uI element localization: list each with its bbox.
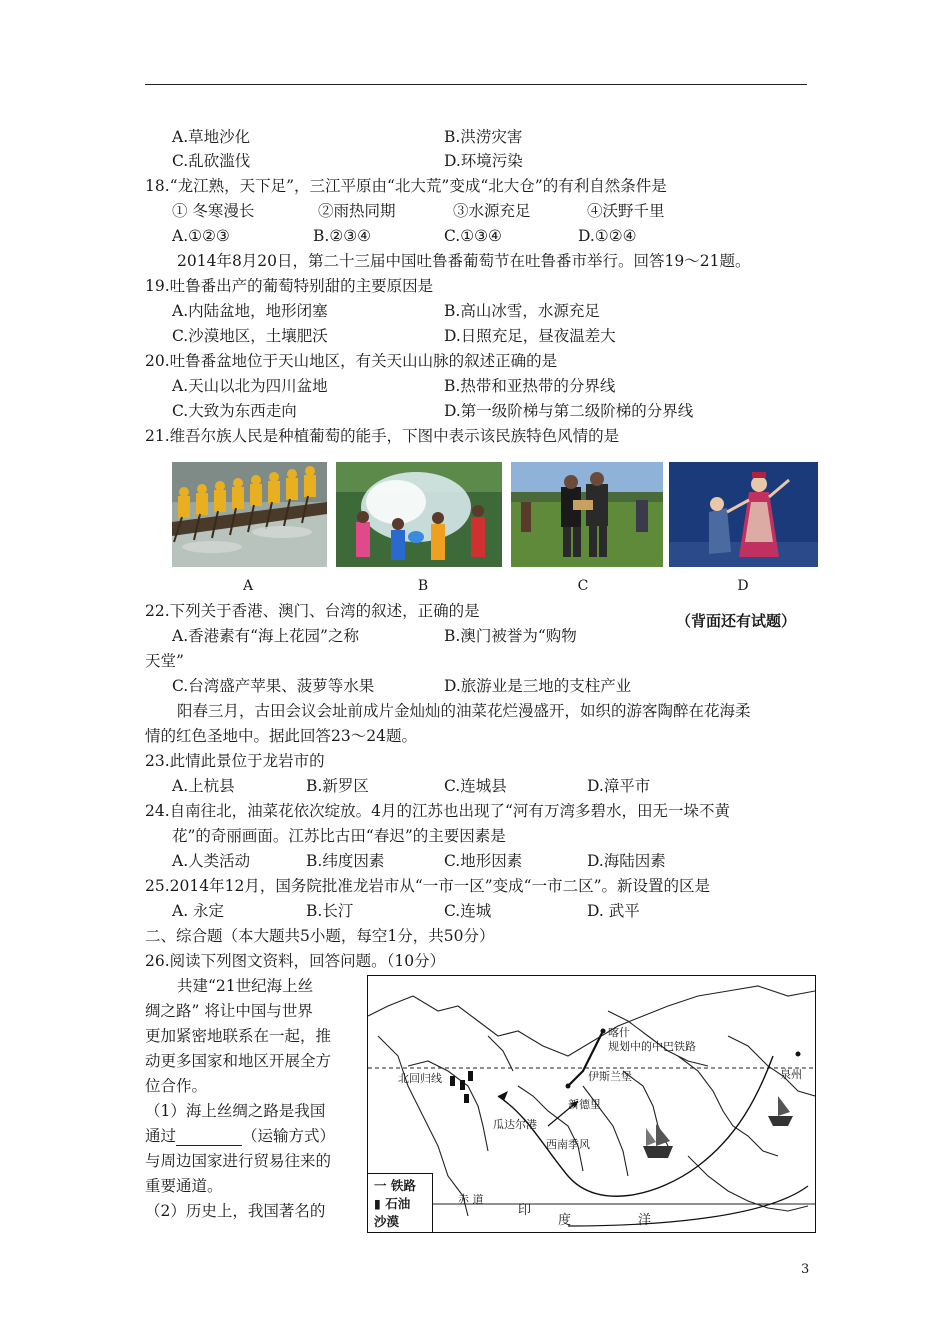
q26-part1-line2a: 通过 <box>145 1127 177 1145</box>
q17-option-a: A.草地沙化 <box>172 128 251 146</box>
intro-23-24-line2: 情的红色圣地中。据此回答23～24题。 <box>145 727 417 745</box>
q26-part1-line2 <box>145 1126 335 1146</box>
q23-option-d: D.漳平市 <box>587 777 651 795</box>
photo-water-splashing <box>336 462 502 567</box>
photo-wrestling <box>511 462 663 567</box>
q19-option-a: A.内陆盆地，地形闭塞 <box>172 302 328 320</box>
photo-uyghur-dance <box>669 462 818 567</box>
intro-19-21: 2014年8月20日，第二十三届中国吐鲁番葡萄节在吐鲁番市举行。回答19～21题。 <box>177 252 751 270</box>
q26-text-5: 位合作。 <box>145 1077 208 1095</box>
q25-stem: 25.2014年12月，国务院批准龙岩市从“一市一区”变成“一市二区”。新设置的区是 <box>145 877 711 895</box>
map-label-ocean-2: 度 <box>558 1213 572 1228</box>
q26-text-4: 动更多国家和地区开展全方 <box>145 1052 332 1070</box>
header-rule <box>145 84 807 85</box>
q26-stem: 26.阅读下列图文资料，回答问题。（10分） <box>145 952 446 970</box>
q19-option-c: C.沙漠地区，土壤肥沃 <box>172 327 328 345</box>
map-legend <box>368 1173 433 1232</box>
caption-a: A <box>242 578 254 594</box>
q20-option-a: A.天山以北为四川盆地 <box>172 377 328 395</box>
legend-desert: 沙漠 <box>374 1214 400 1229</box>
q18-option-c: C.①③④ <box>444 227 502 245</box>
q22-option-d: D.旅游业是三地的支柱产业 <box>444 677 632 695</box>
q17-option-b: B.洪涝灾害 <box>444 128 523 146</box>
page-number: 3 <box>801 1262 810 1277</box>
maritime-silk-road-map <box>367 975 816 1233</box>
q24-option-a: A.人类活动 <box>172 852 251 870</box>
q26-part1-line3: 与周边国家进行贸易往来的 <box>145 1152 332 1170</box>
q22-option-a: A.香港素有“海上花园”之称 <box>172 627 359 645</box>
map-label-quanzhou: 泉州 <box>780 1068 802 1081</box>
caption-d: D <box>737 578 749 594</box>
section-2-heading: 二、综合题（本大题共5小题，每空1分，共50分） <box>145 927 495 945</box>
q22-option-c: C.台湾盛产苹果、菠萝等水果 <box>172 677 375 695</box>
caption-b: B <box>417 578 429 594</box>
map-label-islamabad: 伊斯兰堡 <box>588 1070 632 1083</box>
q18-stem: 18.“龙江熟，天下足”，三江平原由“北大荒”变成“北大仓”的有利自然条件是 <box>145 177 667 195</box>
q24-stem-line2: 花”的奇丽画面。江苏比古田“春迟”的主要因素是 <box>172 827 506 845</box>
legend-rail: 一 铁路 <box>374 1178 416 1193</box>
q25-option-c: C.连城 <box>444 902 492 920</box>
q20-option-b: B.热带和亚热带的分界线 <box>444 377 616 395</box>
map-label-monsoon: 西南季风 <box>546 1138 590 1151</box>
map-label-new-delhi: 新德里 <box>568 1098 601 1111</box>
q18-item-1: ① 冬寒漫长 <box>172 202 255 220</box>
map-label-gwadar: 瓜达尔港 <box>493 1118 537 1131</box>
back-page-note: （背面还有试题） <box>676 612 797 630</box>
q22-option-b-cont: 天堂” <box>145 652 184 670</box>
q24-option-d: D.海陆因素 <box>587 852 666 870</box>
q23-option-c: C.连城县 <box>444 777 507 795</box>
q19-option-b: B.高山冰雪，水源充足 <box>444 302 600 320</box>
map-label-tropic: 北回归线 <box>398 1072 442 1085</box>
map-label-equator: 赤 道 <box>458 1193 484 1206</box>
q23-stem: 23.此情此景位于龙岩市的 <box>145 752 325 770</box>
q19-option-d: D.日照充足，昼夜温差大 <box>444 327 616 345</box>
q26-text-3: 更加紧密地联系在一起，推 <box>145 1027 332 1045</box>
q17-option-c: C.乱砍滥伐 <box>172 152 251 170</box>
map-label-kashgar: 喀什 <box>608 1026 630 1039</box>
q26-part2-line1: （2）历史上，我国著名的 <box>145 1202 326 1220</box>
q24-option-c: C.地形因素 <box>444 852 523 870</box>
intro-23-24-line1: 阳春三月，古田会议会址前成片金灿灿的油菜花烂漫盛开，如织的游客陶醉在花海柔 <box>177 702 751 720</box>
q18-option-d: D.①②④ <box>578 227 637 245</box>
legend-oil: ▮ 石油 <box>374 1196 411 1211</box>
q20-option-d: D.第一级阶梯与第二级阶梯的分界线 <box>444 402 694 420</box>
answer-blank[interactable] <box>176 1131 242 1146</box>
map-label-rail-plan: 规划中的中巴铁路 <box>608 1040 696 1053</box>
q18-item-3: ③水源充足 <box>453 202 531 220</box>
caption-c: C <box>577 578 589 594</box>
map-label-ocean-3: 洋 <box>638 1213 652 1228</box>
q26-text-2: 绸之路” 将让中国与世界 <box>145 1002 313 1020</box>
q23-option-b: B.新罗区 <box>306 777 369 795</box>
q22-stem: 22.下列关于香港、澳门、台湾的叙述，正确的是 <box>145 602 480 620</box>
q18-option-b: B.②③④ <box>313 227 372 245</box>
q19-stem: 19.吐鲁番出产的葡萄特别甜的主要原因是 <box>145 277 434 295</box>
q26-part1-line4: 重要通道。 <box>145 1177 223 1195</box>
q26-part1-line1: （1）海上丝绸之路是我国 <box>145 1102 326 1120</box>
photo-dragon-boat <box>172 462 327 567</box>
q26-text-1: 共建“21世纪海上丝 <box>177 977 314 995</box>
q18-item-2: ②雨热同期 <box>318 202 396 220</box>
q22-option-b: B.澳门被誉为“购物 <box>444 627 577 645</box>
q18-item-4: ④沃野千里 <box>587 202 665 220</box>
q18-option-a: A.①②③ <box>172 227 230 245</box>
q21-stem: 21.维吾尔族人民是种植葡萄的能手，下图中表示该民族特色风情的是 <box>145 427 620 445</box>
q23-option-a: A.上杭县 <box>172 777 235 795</box>
q25-option-a: A. 永定 <box>172 902 225 920</box>
q20-option-c: C.大致为东西走向 <box>172 402 297 420</box>
q17-option-d: D.环境污染 <box>444 152 523 170</box>
q24-option-b: B.纬度因素 <box>306 852 385 870</box>
map-label-ocean-1: 印 <box>518 1203 532 1218</box>
q25-option-b: B.长汀 <box>306 902 354 920</box>
q20-stem: 20.吐鲁番盆地位于天山地区，有关天山山脉的叙述正确的是 <box>145 352 558 370</box>
q26-part1-line2b: （运输方式） <box>242 1127 336 1145</box>
q25-option-d: D. 武平 <box>587 902 640 920</box>
q24-stem-line1: 24.自南往北，油菜花依次绽放。4月的江苏也出现了“河有万湾多碧水，田无一垛不黄 <box>145 802 730 820</box>
